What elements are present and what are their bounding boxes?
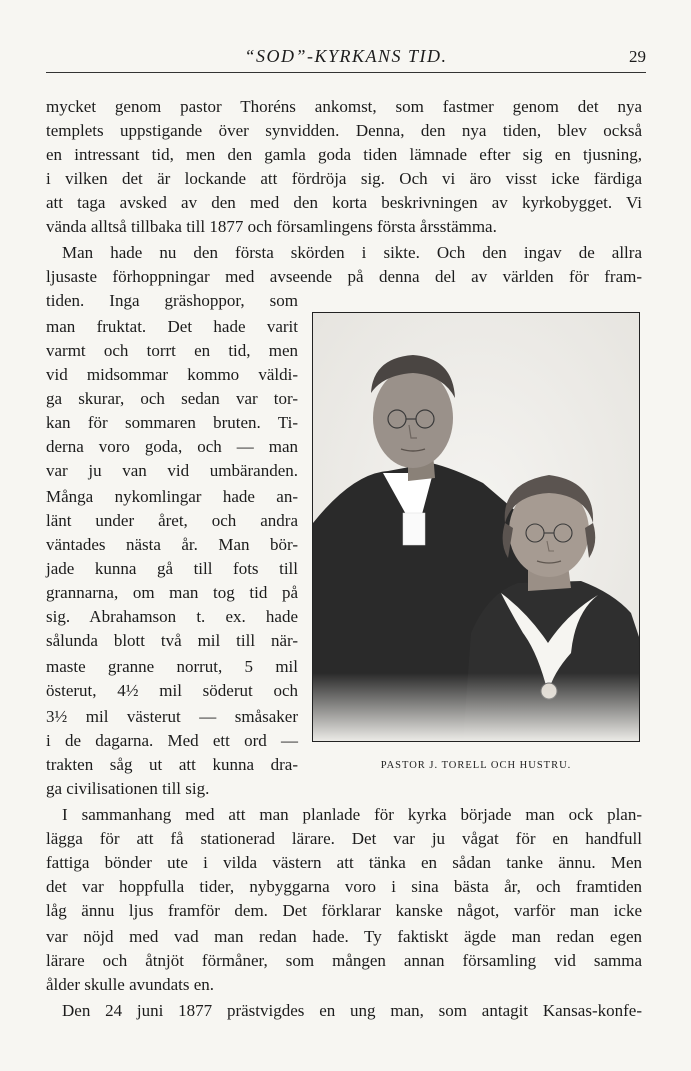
text-line: tiden. Inga gräshoppor, som — [46, 291, 298, 310]
page-header — [46, 42, 646, 72]
header-rule — [46, 72, 646, 73]
text-line: i vilken det är lockande att fördröja sig. Och vi äro visst icke färdiga — [46, 169, 642, 188]
text-line: Den 24 juni 1877 prästvigdes en ung man, som antagit Kansas-konfe- — [62, 1001, 642, 1020]
text-line: ålder skulle avundats en. — [46, 975, 215, 994]
page-number: 29 — [629, 47, 646, 66]
text-line: 3½ mil västerut — småsaker — [46, 707, 298, 726]
text-line: maste granne norrut, 5 mil — [46, 657, 298, 676]
portrait-photo — [312, 312, 640, 742]
text-line: Många nykomlingar hade an- — [46, 487, 298, 506]
text-line: templets uppstigande över synvidden. Denna, den nya tiden, blev också — [46, 121, 642, 140]
text-line: Man hade nu den första skörden i sikte. Och den ingav de allra — [62, 243, 642, 262]
text-line: vid midsommar kommo väldi- — [46, 365, 298, 384]
text-line: ga civilisationen till sig. — [46, 779, 210, 798]
text-line: vända alltså tillbaka till 1877 och församlingens första årsstämma. — [46, 217, 497, 236]
text-line: lärare och åtnjöt förmåner, som mången annan församling vid samma — [46, 951, 642, 970]
text-line: trakten såg ut att kunna dra- — [46, 755, 298, 774]
photo-caption: PASTOR J. TORELL OCH HUSTRU. — [380, 760, 572, 771]
text-line: I sammanhang med att man planlade för kyrka började man ock plan- — [62, 805, 642, 824]
portrait-illustration — [313, 313, 640, 742]
text-line: man fruktat. Det hade varit — [46, 317, 298, 336]
text-line: i de dagarna. Med ett ord — — [46, 731, 298, 750]
text-line: låg ännu ljus framför dem. Det förklarar kanske något, varför man icke — [46, 901, 642, 920]
text-line: mycket genom pastor Thoréns ankomst, som fastmer genom det nya — [46, 97, 642, 116]
text-line: att taga avsked av den med den korta beskrivningen av kyrkobygget. Vi — [46, 193, 642, 212]
running-title: “SOD”-KYRKANS TID. — [244, 46, 448, 66]
text-line: österut, 4½ mil söderut och — [46, 681, 298, 700]
text-line: var nöjd med vad man redan hade. Ty faktiskt ägde man redan egen — [46, 927, 642, 946]
text-line: varmt och torrt en tid, men — [46, 341, 298, 360]
text-line: lägga för att få stationerad lärare. Det var ju vågat för en handfull — [46, 829, 642, 848]
text-line: var ju van vid umbäranden. — [46, 461, 298, 480]
text-line: kan för sommaren bruten. Ti- — [46, 413, 298, 432]
text-line: det var hoppfulla tider, nybyggarna voro i sina bästa år, och framtiden — [46, 877, 642, 896]
text-line: sålunda blott två mil till när- — [46, 631, 298, 650]
text-line: fattiga bönder ute i vilda västern att tänka en sådan tanke ännu. Men — [46, 853, 642, 872]
text-line: sig. Abrahamson t. ex. hade — [46, 607, 298, 626]
text-line: länt under året, och andra — [46, 511, 298, 530]
text-line: ljusaste förhoppningar med avseende på denna del av världen för fram- — [46, 267, 642, 286]
text-line: jade kunna gå till fots till — [46, 559, 298, 578]
text-line: väntades nästa år. Man bör- — [46, 535, 298, 554]
text-line: ga skurar, och sedan var tor- — [46, 389, 298, 408]
text-line: grannarna, om man tog tid på — [46, 583, 298, 602]
text-line: derna voro goda, och — man — [46, 437, 298, 456]
text-line: en intressant tid, men den gamla goda tiden lämnade efter sig en tjusning, — [46, 145, 642, 164]
